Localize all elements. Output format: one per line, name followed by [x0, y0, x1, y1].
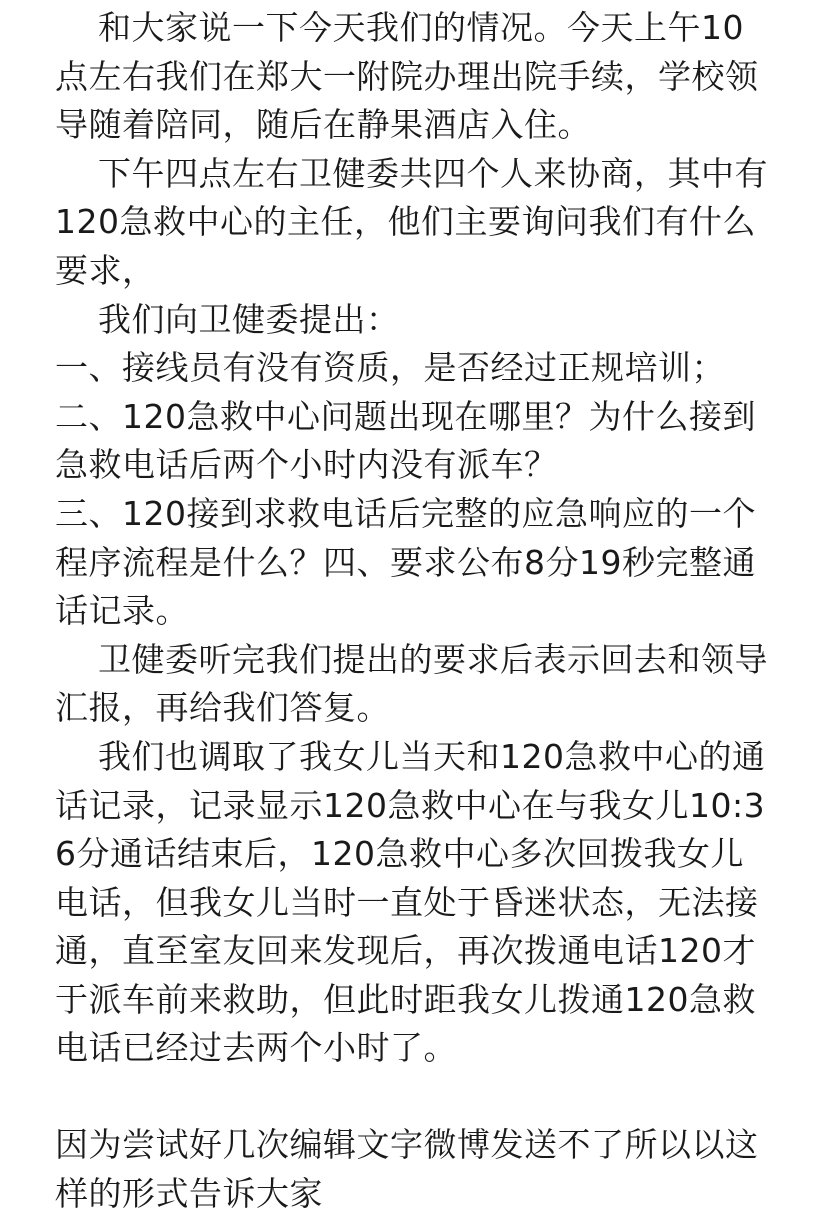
paragraph-call-records: 我们也调取了我女儿当天和120急救中心的通话记录，记录显示120急救中心在与我女儿10:36分通话结束后，120急救中心多次回拨我女儿电话，但我女儿当时一直处于昏迷状态，无法接通，直至室友回来发现后，再次拨通电话120才于派车前来救助，但此时距我女儿拨通120急救电话已经过去两个小时了。 [55, 736, 766, 1068]
paragraph-negotiation: 下午四点左右卫健委共四个人来协商，其中有120急救中心的主任，他们主要询问我们有什么要求， [55, 153, 768, 290]
paragraph-closing-note: 因为尝试好几次编辑文字微博发送不了所以以这样的形式告诉大家 [55, 1125, 759, 1213]
paragraph-response: 卫健委听完我们提出的要求后表示回去和领导汇报，再给我们答复。 [55, 639, 768, 728]
paragraph-intro: 和大家说一下今天我们的情况。今天上午10点左右我们在郑大一附院办理出院手续，学校领导随着陪同，随后在静果酒店入住。 [55, 8, 759, 145]
paragraph-spacer [55, 1073, 775, 1121]
document-body [55, 4, 775, 1218]
request-item-1: 一、接线员有没有资质，是否经过正规培训； [55, 348, 725, 388]
request-item-2: 二、120急救中心问题出现在哪里？为什么接到急救电话后两个小时内没有派车？ [55, 396, 756, 485]
paragraph-requests-heading: 我们向卫健委提出： [98, 299, 400, 339]
request-item-3-4: 三、120接到求救电话后完整的应急响应的一个程序流程是什么？四、要求公布8分19秒完整通话记录。 [55, 493, 756, 631]
